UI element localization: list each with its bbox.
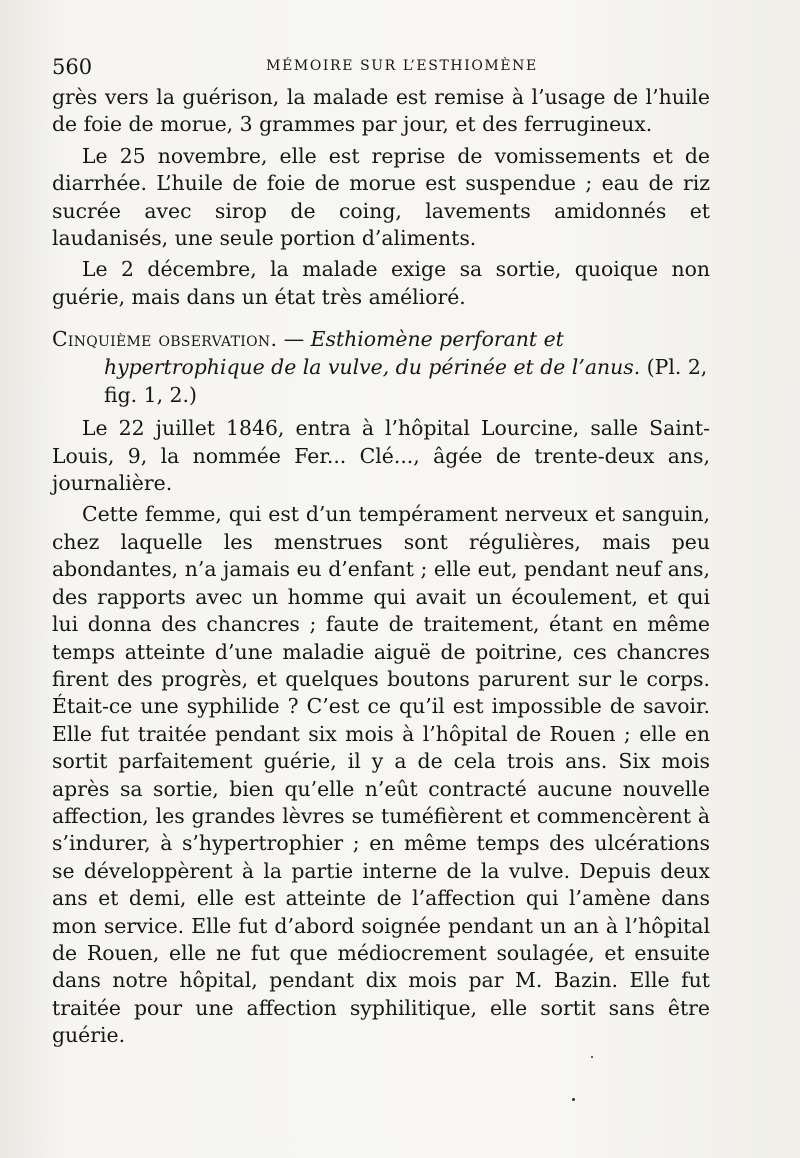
- running-title: MÉMOIRE SUR L’ESTHIOMÈNE: [266, 58, 538, 74]
- page-number: 560: [52, 55, 93, 79]
- paragraph-25-novembre: Le 25 novembre, elle est reprise de vomissements et de diarrhée. L’huile de foie de morue est suspendue ; eau de riz sucrée avec sirop de coing, lavements amidonnés et laudanisés, une seule portion d’aliments.: [52, 143, 710, 251]
- observation-title: Esthiomène perforant et hypertrophique de la vulve, du périnée et de l’anus.: [104, 327, 641, 380]
- ink-speck: [572, 1098, 575, 1101]
- plate-reference: (Pl. 2, fig. 1, 2.): [104, 355, 708, 408]
- page-header: [52, 55, 712, 79]
- paragraph-case-history: Cette femme, qui est d’un tempérament nerveux et sanguin, chez laquelle les menstrues sont régulières, mais peu abondantes, n’a jamais eu d’enfant ; elle eut, pendant neuf ans, des rapports avec un homme qui avait un écoulement, et qui lui donna des chancres ; faute de traitement, étant en même temps atteinte d’une maladie aiguë de poitrine, ces chancres firent des progrès, et quelques boutons parurent sur le corps. Était-ce une syphilide ? C’est ce qu’il est impossible de savoir. Elle fut traitée pendant six mois à l’hôpital de Rouen ; elle en sortit parfaitement guérie, il y a de cela trois ans. Six mois après sa sortie, bien qu’elle n’eût contracté aucune nouvelle affection, les grandes lèvres se tuméfièrent et commencèrent à s’indurer, à s’hypertrophier ; en même temps des ulcérations se développèrent à la partie interne de la vulve. Depuis deux ans et demi, elle est atteinte de l’affection qui l’amène dans mon service. Elle fut d’abord soignée pendant un an à l’hôpital de Rouen, elle ne fut que médiocrement soulagée, et ensuite dans notre hôpital, pendant dix mois par M. Bazin. Elle fut traitée pour une affection syphilitique, elle sortit sans être guérie.: [52, 502, 710, 1048]
- observation-heading: [52, 325, 710, 409]
- paragraph-22-juillet: Le 22 juillet 1846, entra à l’hôpital Lourcine, salle Saint-Louis, 9, la nommée Fer... Clé..., âgée de trente-deux ans, journalière.: [52, 416, 710, 496]
- body-text: [52, 84, 710, 1054]
- ink-speck: [591, 1056, 593, 1058]
- observation-label: Cinquième observation.: [52, 327, 278, 352]
- paragraph-continuation: grès vers la guérison, la malade est remise à l’usage de l’huile de foie de morue, 3 grammes par jour, et des ferrugineux.: [52, 85, 710, 137]
- paragraph-2-decembre: Le 2 décembre, la malade exige sa sortie, quoique non guérie, mais dans un état très amélioré.: [52, 257, 710, 309]
- observation-dash: —: [277, 327, 311, 352]
